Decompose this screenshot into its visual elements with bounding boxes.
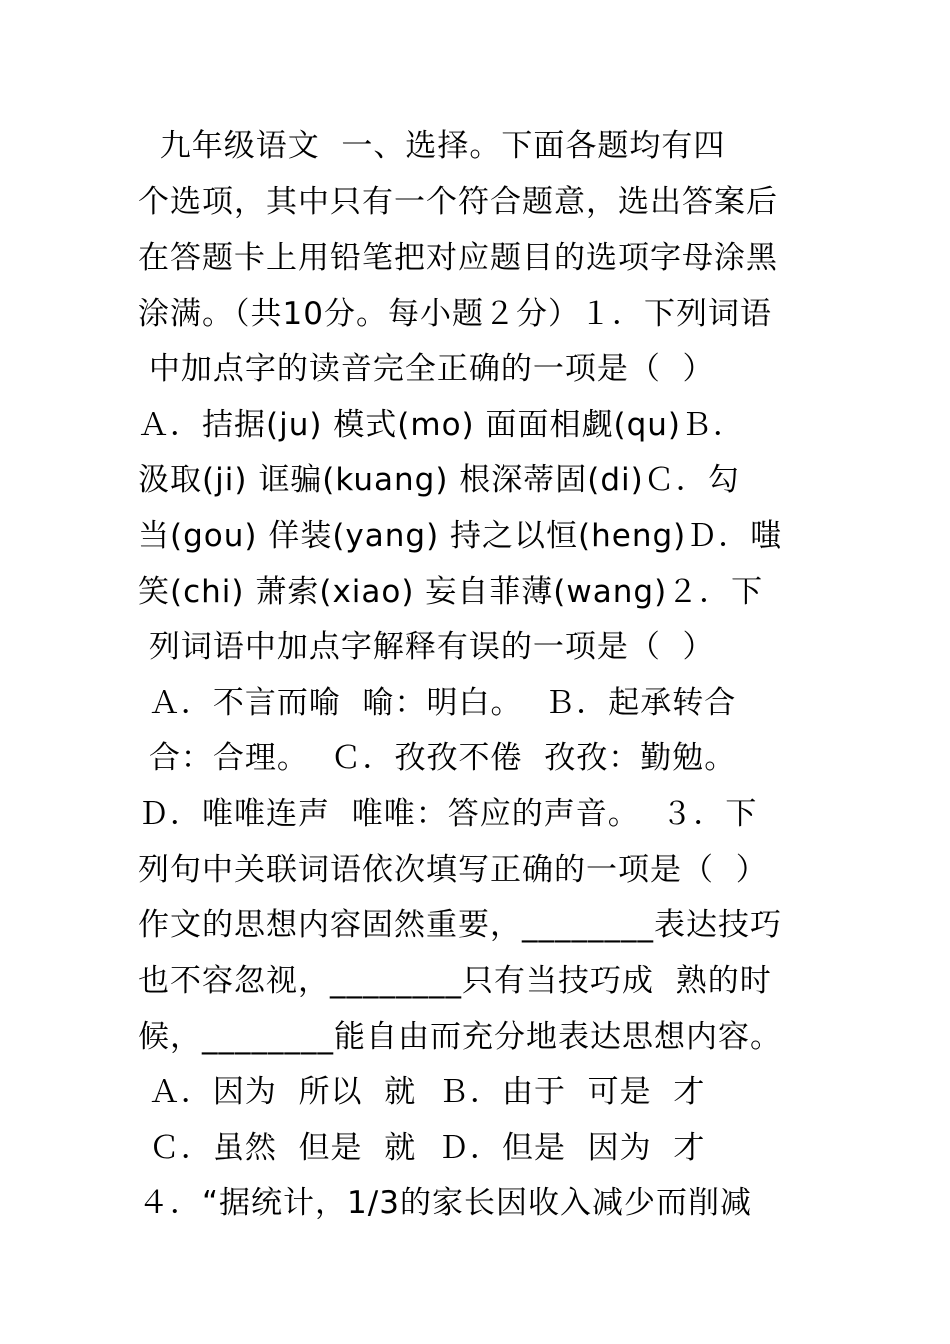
text-line: 合：合理。 Ｃ．孜孜不倦 孜孜：勤勉。 <box>138 740 737 776</box>
text-line: Ａ．拮据(ju) 模式(mo) 面面相觑(qu)Ｂ． <box>138 407 746 443</box>
text-line: 候，________能自由而充分地表达思想内容。 <box>138 1019 782 1055</box>
text-line: 当(gou) 佯装(yang) 持之以恒(heng)Ｄ．嗤 <box>138 518 783 554</box>
text-line: Ａ．不言而喻 喻：明白。 Ｂ．起承转合 <box>138 685 737 721</box>
text-line: 在答题卡上用铅笔把对应题目的选项字母涂黑 <box>138 240 778 276</box>
text-line: 作文的思想内容固然重要，________表达技巧 <box>138 907 782 943</box>
text-line: 列句中关联词语依次填写正确的一项是（ ） <box>138 852 768 888</box>
text-line: 也不容忽视，________只有当技巧成 熟的时 <box>138 963 772 999</box>
text-line: Ｄ．唯唯连声 唯唯：答应的声音。 ３．下 <box>138 796 758 832</box>
text-line: ４．“据统计，1/3的家长因收入减少而削减 <box>138 1185 752 1221</box>
text-line: 个选项，其中只有一个符合题意，选出答案后 <box>138 184 778 220</box>
text-line: 汲取(ji) 诓骗(kuang) 根深蒂固(di)Ｃ．勾 <box>138 462 740 498</box>
text-line: Ｃ．虽然 但是 就 Ｄ．但是 因为 才 <box>138 1130 706 1166</box>
text-line: 九年级语文 一、选择。下面各题均有四 <box>138 128 726 164</box>
text-line: Ａ．因为 所以 就 Ｂ．由于 可是 才 <box>138 1074 706 1110</box>
text-line: 列词语中加点字解释有误的一项是（ ） <box>138 629 715 665</box>
text-line: 涂满。（共10分。每小题２分）１．下列词语 <box>138 296 772 332</box>
text-line: 中加点字的读音完全正确的一项是（ ） <box>138 351 715 387</box>
text-line: 笑(chi) 萧索(xiao) 妄自菲薄(wang)２．下 <box>138 574 764 610</box>
